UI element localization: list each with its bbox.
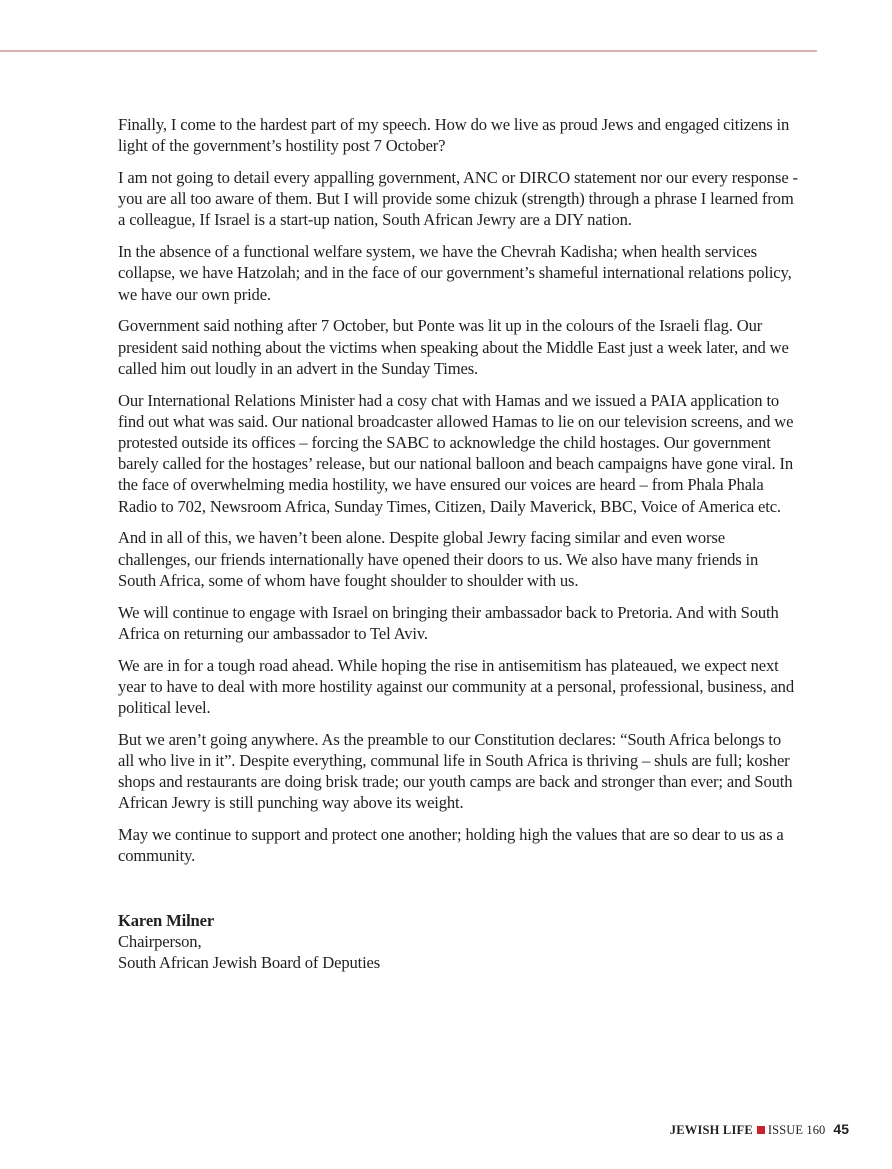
paragraph: But we aren’t going anywhere. As the preamble to our Constitution declares: “South Africa belongs to all who live in it”. Despite everything, communal life in South Africa is thriving – shuls are full; kosher shops and restaurants are doing brisk trade; our youth camps are back and stronger than ever; and South African Jewry is still punching way above its weight. [118,729,793,813]
page-number: 45 [833,1121,849,1137]
page-footer [0,1121,849,1138]
paragraph: Finally, I come to the hardest part of my speech. How do we live as proud Jews and engaged citizens in light of the government’s hostility post 7 October? [118,115,790,156]
paragraph: We are in for a tough road ahead. While hoping the rise in antisemitism has plateaued, we expect next year to have to deal with more hostility against our community at a personal, professional, business, and political level. [118,655,794,718]
author-title: Chairperson, [118,931,202,951]
paragraph: May we continue to support and protect one another; holding high the values that are so dear to us as a community. [118,825,784,866]
author-name: Karen Milner [118,910,215,930]
paragraph: Our International Relations Minister had a cosy chat with Hamas and we issued a PAIA application to find out what was said. Our national broadcaster allowed Hamas to lie on our television screens, and we protested outside its offices – forcing the SABC to acknowledge the child hostages. Our government barely called for the hostages’ release, but our national balloon and beach campaigns have gone viral. In the face of overwhelming media hostility, we have ensured our voices are heard – from Phala Phala Radio to 702, Newsroom Africa, Sunday Times, Citizen, Daily Maverick, BBC, Voice of America etc. [118,390,794,516]
red-square-icon [757,1126,765,1134]
header-rule [0,50,817,52]
paragraph: In the absence of a functional welfare system, we have the Chevrah Kadisha; when health services collapse, we have Hatzolah; and in the face of our government’s shameful international relations policy, we have our own pride. [118,242,792,304]
paragraph: I am not going to detail every appalling government, ANC or DIRCO statement nor our every response - you are all too aware of them. But I will provide some chizuk (strength) through a phrase I learned from a colleague, If Israel is a start-up nation, South African Jewry are a DIY nation. [118,168,798,230]
signature-block [118,910,798,974]
paragraph: We will continue to engage with Israel on bringing their ambassador back to Pretoria. And with South Africa on returning our ambassador to Tel Aviv. [118,602,779,643]
issue-number: ISSUE 160 [767,1123,826,1137]
magazine-name: JEWISH LIFE [669,1123,753,1137]
article-body [118,114,798,973]
paragraph: Government said nothing after 7 October, but Ponte was lit up in the colours of the Israeli flag. Our president said nothing about the victims when speaking about the Middle East just a week later, and we called him out loudly in an advert in the Sunday Times. [118,316,789,378]
paragraph: And in all of this, we haven’t been alone. Despite global Jewry facing similar and even worse challenges, our friends internationally have opened their doors to us. We also have many friends in South Africa, some of whom have fought shoulder to shoulder with us. [118,528,759,590]
author-organization: South African Jewish Board of Deputies [118,953,381,973]
